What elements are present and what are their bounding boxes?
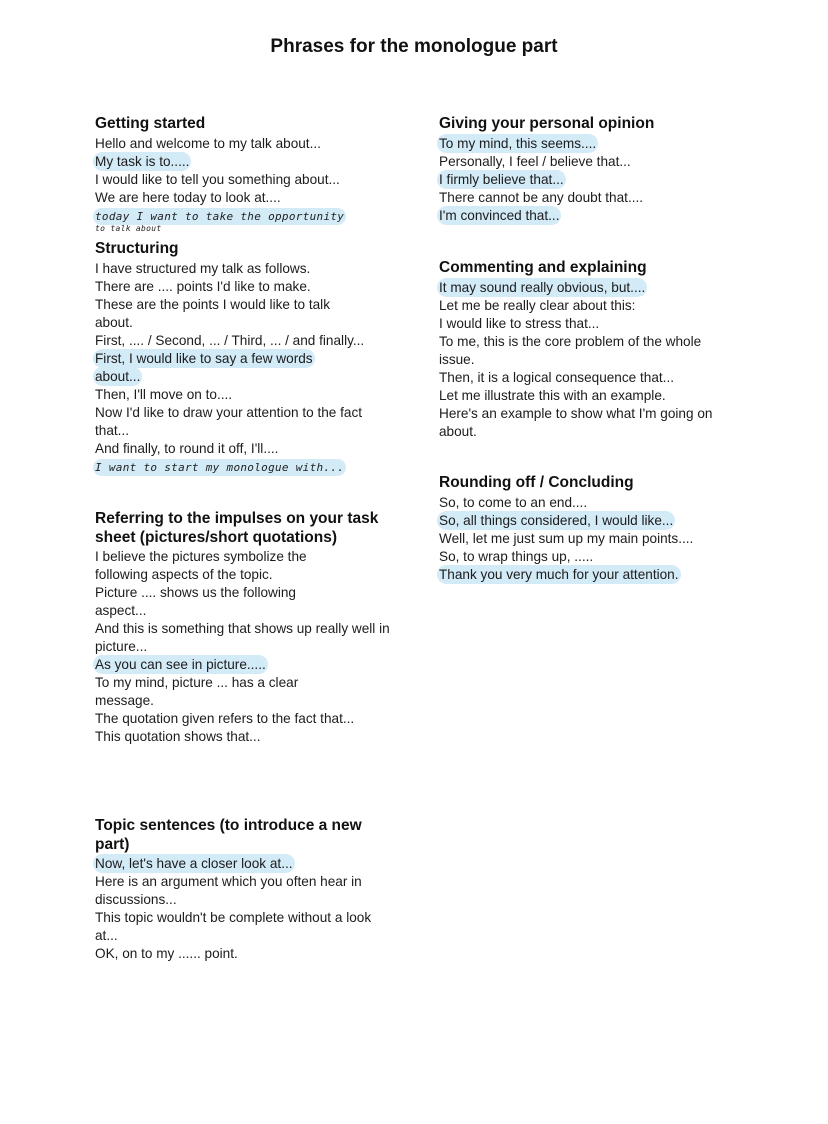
- phrase: This topic wouldn't be complete without a look at...: [95, 910, 372, 943]
- phrase-highlighted: I firmly believe that...: [439, 171, 564, 187]
- phrase: Let me be really clear about this:: [439, 297, 636, 313]
- phrase: And finally, to round it off, I'll....: [95, 440, 279, 456]
- section-commenting: [439, 259, 759, 441]
- phrase-highlighted: Now, let's have a closer look at...: [95, 856, 293, 871]
- phrase: First, .... / Second, ... / Third, ... / and finally...: [95, 332, 365, 348]
- phrase-highlighted: Thank you very much for your attention.: [439, 566, 679, 582]
- phrase: This quotation shows that...: [95, 729, 261, 744]
- phrase: So, to come to an end....: [439, 494, 588, 510]
- section-referring: [95, 510, 395, 746]
- phrase: To my mind, picture ... has a clear message.: [95, 675, 299, 708]
- phrase: I would like to stress that...: [439, 315, 600, 331]
- phrase-highlighted: My task is to.....: [95, 153, 190, 169]
- section-heading: Topic sentences (to introduce a new part): [95, 817, 362, 853]
- phrase: Picture .... shows us the following aspect...: [95, 585, 296, 618]
- section-heading: Commenting and explaining: [439, 259, 647, 276]
- phrase: Hello and welcome to my talk about...: [95, 135, 321, 151]
- phrase: We are here today to look at....: [95, 189, 281, 205]
- phrase: Personally, I feel / believe that...: [439, 153, 631, 169]
- phrase: I have structured my talk as follows.: [95, 260, 311, 276]
- phrase-highlighted: First, I would like to say a few words about...: [95, 350, 313, 384]
- phrase-highlighted: It may sound really obvious, but....: [439, 279, 646, 295]
- phrase: And this is something that shows up really well in picture...: [95, 621, 390, 654]
- phrase-highlighted: I'm convinced that...: [439, 207, 560, 223]
- section-rounding-off: [439, 474, 759, 584]
- phrase-highlighted: As you can see in picture.....: [95, 657, 266, 672]
- phrase: Now I'd like to draw your attention to the fact that...: [95, 404, 363, 438]
- phrase: These are the points I would like to talk about.: [95, 296, 330, 330]
- phrase: Here's an example to show what I'm going on about.: [439, 405, 713, 439]
- phrase: Well, let me just sum up my main points....: [439, 530, 694, 546]
- phrase: To me, this is the core problem of the whole issue.: [439, 333, 702, 367]
- phrase: I believe the pictures symbolize the following aspects of the topic.: [95, 549, 307, 582]
- page-title: Phrases for the monologue part: [270, 36, 558, 57]
- section-heading: Structuring: [95, 240, 179, 257]
- section-structuring: [95, 240, 395, 477]
- phrase: There are .... points I'd like to make.: [95, 278, 311, 294]
- phrase: OK, on to my ...... point.: [95, 946, 238, 961]
- phrase: Let me illustrate this with an example.: [439, 387, 666, 403]
- phrase: The quotation given refers to the fact that...: [95, 711, 355, 726]
- section-topic-sentences: [95, 817, 395, 963]
- phrase: Then, it is a logical consequence that...: [439, 369, 675, 385]
- handwritten-note: I want to start my monologue with...: [95, 460, 345, 474]
- phrase: There cannot be any doubt that....: [439, 189, 644, 205]
- section-heading: Rounding off / Concluding: [439, 474, 634, 491]
- phrase: I would like to tell you something about...: [95, 171, 340, 187]
- section-heading: Referring to the impulses on your task sheet (pictures/short quotations): [95, 510, 379, 546]
- phrase-highlighted: To my mind, this seems....: [439, 135, 597, 151]
- section-personal-opinion: [439, 115, 759, 225]
- phrase: Here is an argument which you often hear in discussions...: [95, 874, 362, 907]
- section-heading: Getting started: [95, 115, 206, 132]
- phrase: So, to wrap things up, .....: [439, 548, 594, 564]
- section-getting-started: [95, 115, 395, 233]
- handwritten-note: today I want to take the opportunity to talk about: [95, 209, 345, 233]
- phrase: Then, I'll move on to....: [95, 386, 233, 402]
- phrase-highlighted: So, all things considered, I would like...: [439, 512, 674, 528]
- section-heading: Giving your personal opinion: [439, 115, 655, 132]
